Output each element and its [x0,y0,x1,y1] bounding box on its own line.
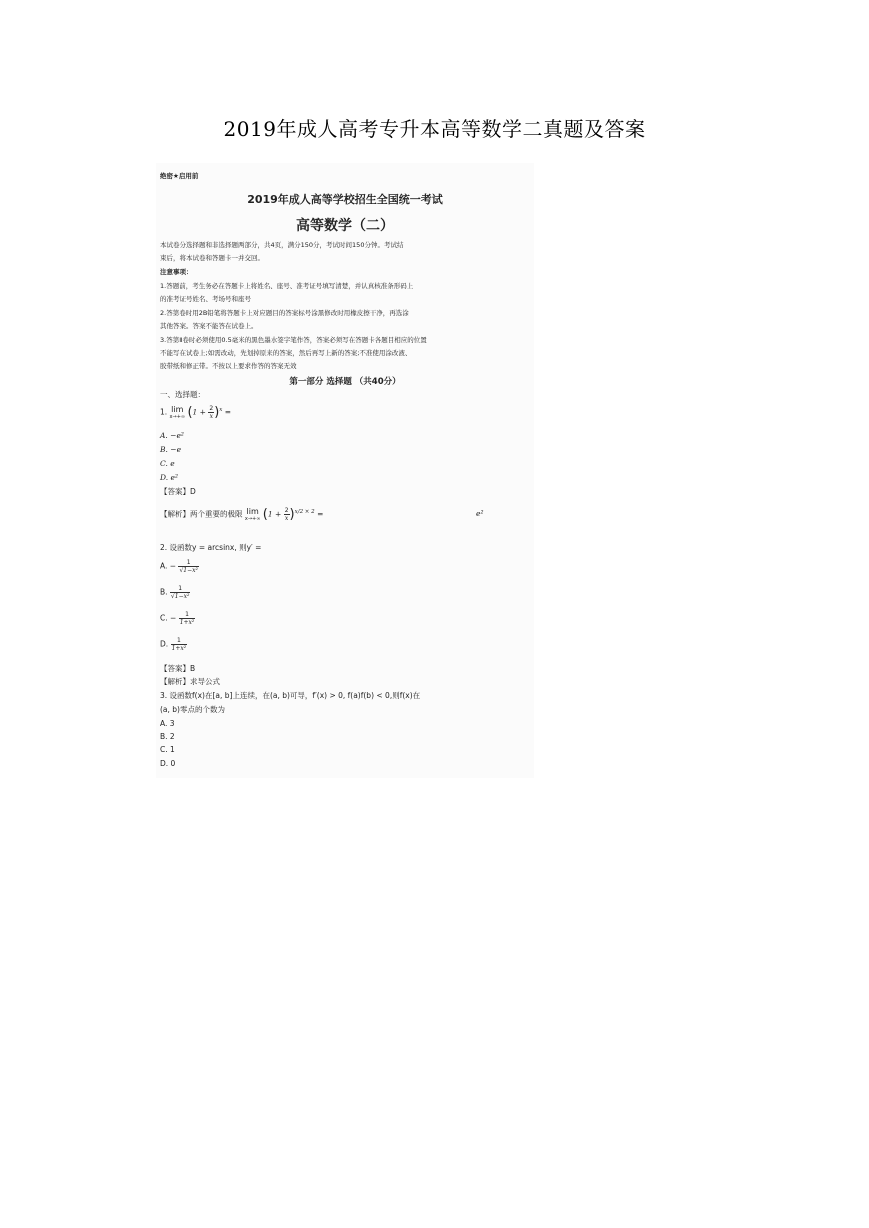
notice-2b: 其他答案。答案不能答在试卷上。 [160,322,258,330]
question-3-stem-b: (a, b)零点的个数为 [160,705,225,714]
q1-option-d: D. e² [160,473,178,482]
notice-heading: 注意事项： [160,268,193,276]
page-title: 2019年成人高考专升本高等数学二真题及答案 [223,117,646,141]
q1-analysis-label: 【解析】两个重要的极限 [160,509,243,519]
q2-c-numerator: 1 [179,611,196,619]
q2-a-numerator: 1 [178,559,198,567]
q2-option-a-label: A. − [160,561,177,571]
q1-analysis-result: e² [476,509,484,518]
q2-d-denominator: 1+x² [171,645,187,652]
question-2-stem: 2. 设函数y = arcsinx, 则y′ = [160,543,262,552]
q1-option-a: A. −e² [160,431,184,440]
q3-option-d: D. 0 [160,759,176,768]
intro-line-2: 束后，将本试卷和答题卡一并交回。 [160,254,264,262]
q2-option-b-label: B. [160,587,168,597]
notice-3c: 胶带纸和修正带。不按以上要求作答的答案无效 [160,362,297,370]
q2-answer: 【答案】B [160,664,196,673]
q1-answer: 【答案】D [160,487,196,496]
exam-title: 2019年成人高等学校招生全国统一考试 [247,193,443,206]
scanned-exam-image [156,163,534,778]
q1-analysis: 【解析】两个重要的极限 lim x→+∞ (1 + $\frac{2}{x}$ )$^{x/2 \times 2}$ = [160,506,324,522]
notice-3a: 3.答第Ⅱ卷时必须使用0.5毫米的黑色墨水签字笔作答，答案必须写在答题卡各题目相应的位置 [160,336,427,344]
notice-2a: 2.答第卷时用2B铅笔将答题卡上对应题目的答案标号涂黑修改时用橡皮擦干净，再选涂 [160,309,409,317]
q2-d-numerator: 1 [171,637,188,645]
limit-word: lim [171,404,184,414]
q2-c-denominator: 1+x² [179,619,195,626]
subject-title: 高等数学（二） [296,218,394,234]
part-one-heading: 第一部分 选择题 （共40分） [289,377,401,387]
q1-option-c: C. e [160,459,175,468]
question-3-stem-a: 3. 设函数f(x)在[a, b]上连续，在(a, b)可导，f′(x) > 0, f(a)f(b) < 0,则f(x)在 [160,691,421,700]
notice-3b: 不能写在试卷上;如需改动，先划掉原来的答案，然后再写上新的答案;不准使用涂改液、 [160,349,412,357]
section-heading: 一、选择题： [160,390,205,399]
q2-analysis: 【解析】求导公式 [160,677,220,686]
q2-option-d [160,637,187,652]
q2-b-numerator: 1 [170,585,190,593]
intro-line-1: 本试卷分选择题和非选择题两部分，共4页，满分150分，考试时间150分钟。考试结 [160,241,404,249]
q2-b-denominator: √1−x² [170,593,190,600]
q2-option-d-label: D. [160,639,169,649]
q2-option-a [160,559,199,574]
q3-option-c: C. 1 [160,745,175,754]
q2-option-c-label: C. − [160,613,177,623]
notice-1a: 1.答题前，考生务必在答题卡上将姓名、座号、准考证号填写清楚，并认真核准条形码上 [160,282,414,290]
question-1-number: 1. [160,407,168,417]
question-1-equals: = [224,407,232,417]
limit-operator [170,406,186,420]
q2-option-c [160,611,195,626]
q2-a-denominator: √1−x² [179,567,198,574]
q1-option-b: B. −e [160,445,182,454]
confidential-mark: 绝密★启用前 [160,172,199,180]
notice-1b: 的准考证号姓名、考场号和座号 [160,295,251,303]
q3-option-b: B. 2 [160,732,175,741]
limit-subscript: x→+∞ [169,413,186,420]
question-1-stem: 1. lim x→+∞ (1 + $\frac{2}{x}$ )$^x$ = [160,404,232,420]
q2-option-b [160,585,190,600]
q3-option-a: A. 3 [160,719,175,728]
